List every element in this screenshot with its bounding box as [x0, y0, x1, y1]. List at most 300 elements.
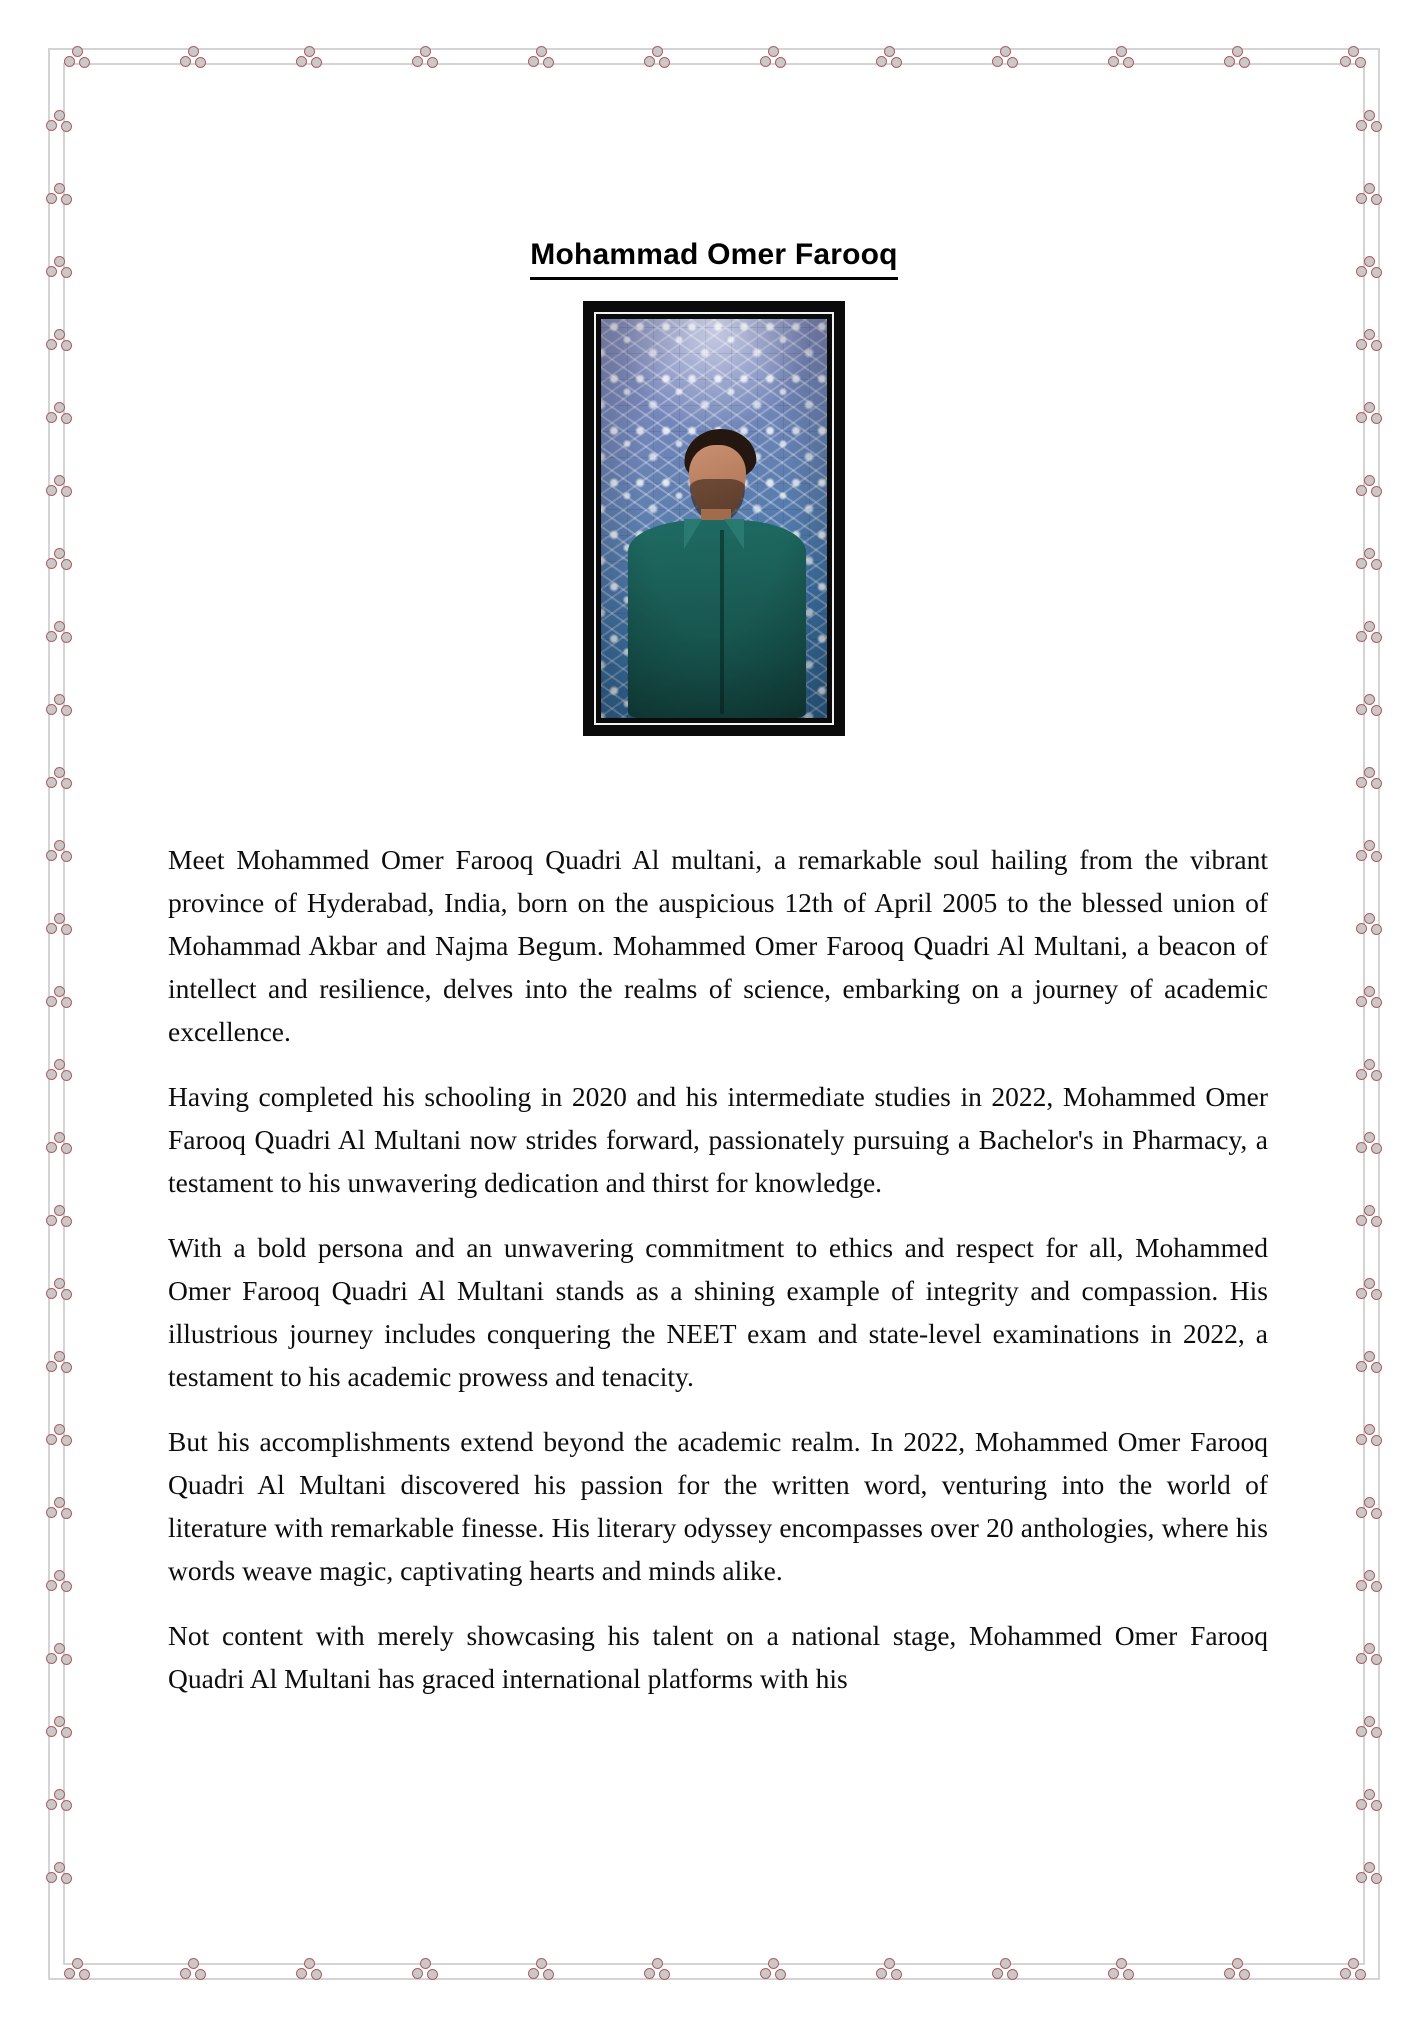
border-dot-cluster	[1224, 46, 1250, 70]
border-dot	[1340, 1968, 1351, 1979]
border-dot-cluster	[64, 1958, 90, 1982]
border-dot	[775, 57, 786, 68]
border-dot	[1371, 705, 1382, 716]
border-dot-cluster	[46, 840, 72, 864]
border-dot	[528, 1968, 539, 1979]
border-dot	[1364, 767, 1375, 778]
border-dot-cluster	[1356, 402, 1382, 426]
border-dot	[54, 1059, 65, 1070]
border-dot	[54, 1716, 65, 1727]
border-dot	[64, 56, 75, 67]
border-dot	[54, 1351, 65, 1362]
border-dot-cluster	[46, 548, 72, 572]
border-dot-cluster	[876, 1958, 902, 1982]
border-dot-cluster	[46, 110, 72, 134]
border-dot-cluster	[1340, 46, 1366, 70]
border-dot	[1371, 1143, 1382, 1154]
border-dot	[54, 110, 65, 121]
border-dot-cluster	[1356, 475, 1382, 499]
border-dot	[1364, 913, 1375, 924]
border-dot	[61, 1070, 72, 1081]
border-dot	[412, 56, 423, 67]
border-dot	[188, 1958, 199, 1969]
border-dot-cluster	[296, 1958, 322, 1982]
border-dot	[1364, 1716, 1375, 1727]
border-dot-cluster	[1356, 1570, 1382, 1594]
border-dot-cluster	[1356, 183, 1382, 207]
border-dot	[1371, 924, 1382, 935]
border-dot	[1355, 1969, 1366, 1980]
border-dot	[72, 46, 83, 57]
border-dot	[1364, 548, 1375, 559]
border-dot	[46, 1434, 57, 1445]
border-dot	[1364, 1205, 1375, 1216]
border-dot	[1364, 1643, 1375, 1654]
border-dot-cluster	[412, 46, 438, 70]
border-dot-cluster	[992, 1958, 1018, 1982]
border-dot	[427, 1969, 438, 1980]
border-dot	[1371, 1727, 1382, 1738]
border-dot	[1356, 1872, 1367, 1883]
border-dot	[54, 694, 65, 705]
border-dot-cluster	[46, 183, 72, 207]
border-dot	[54, 1132, 65, 1143]
border-dot	[528, 56, 539, 67]
border-dot-cluster	[528, 1958, 554, 1982]
border-dot-cluster	[46, 1132, 72, 1156]
border-dot	[188, 46, 199, 57]
border-dot-cluster	[296, 46, 322, 70]
border-dot-cluster	[1356, 1205, 1382, 1229]
border-dot	[536, 1958, 547, 1969]
border-dot	[61, 1508, 72, 1519]
border-dot-cluster	[1356, 1278, 1382, 1302]
border-dot	[1364, 329, 1375, 340]
border-dot	[876, 1968, 887, 1979]
border-dot	[46, 850, 57, 861]
border-dot	[54, 1643, 65, 1654]
border-dot	[1371, 559, 1382, 570]
border-dot	[46, 412, 57, 423]
border-dot-cluster	[46, 329, 72, 353]
border-dot-cluster	[1356, 1059, 1382, 1083]
border-dot	[1356, 193, 1367, 204]
border-dot	[46, 1069, 57, 1080]
border-dot-cluster	[528, 46, 554, 70]
border-dot	[1371, 340, 1382, 351]
border-dot	[1364, 110, 1375, 121]
border-dot	[1239, 57, 1250, 68]
border-dot	[1364, 1059, 1375, 1070]
border-dot	[61, 924, 72, 935]
border-dot	[420, 1958, 431, 1969]
border-dot-cluster	[1108, 1958, 1134, 1982]
border-dot	[1371, 997, 1382, 1008]
border-dot-cluster	[1356, 329, 1382, 353]
border-dot	[652, 46, 663, 57]
border-dot-cluster	[1356, 1716, 1382, 1740]
border-dot-cluster	[46, 1789, 72, 1813]
border-dot-cluster	[46, 402, 72, 426]
border-dot	[644, 1968, 655, 1979]
border-dot	[543, 1969, 554, 1980]
photo-vignette	[601, 319, 827, 718]
border-dot	[1000, 1958, 1011, 1969]
border-dot-cluster	[1356, 913, 1382, 937]
border-dot	[61, 340, 72, 351]
border-dot	[54, 1497, 65, 1508]
border-dot	[46, 777, 57, 788]
border-dot	[1364, 1351, 1375, 1362]
border-dot	[1356, 704, 1367, 715]
border-dot	[1364, 183, 1375, 194]
border-dot	[1356, 1507, 1367, 1518]
border-dot	[61, 997, 72, 1008]
border-dot	[1000, 46, 1011, 57]
border-dot-cluster	[46, 913, 72, 937]
border-dot	[1371, 1508, 1382, 1519]
border-dot	[1356, 339, 1367, 350]
border-dot-cluster	[46, 1205, 72, 1229]
border-dot	[652, 1958, 663, 1969]
border-dot	[1364, 1789, 1375, 1800]
border-dot-cluster	[46, 1497, 72, 1521]
border-dot	[296, 1968, 307, 1979]
border-dot	[61, 1654, 72, 1665]
border-dot	[1364, 1862, 1375, 1873]
border-dot-cluster	[1108, 46, 1134, 70]
border-dot	[54, 840, 65, 851]
border-dot-cluster	[46, 1424, 72, 1448]
border-dot	[644, 56, 655, 67]
border-dot	[311, 1969, 322, 1980]
border-dot	[54, 986, 65, 997]
border-dot	[195, 1969, 206, 1980]
border-dot	[768, 1958, 779, 1969]
border-dot	[61, 632, 72, 643]
border-dot	[760, 56, 771, 67]
border-dot	[61, 121, 72, 132]
border-dot	[1108, 1968, 1119, 1979]
border-dot	[46, 1507, 57, 1518]
border-dot	[61, 1800, 72, 1811]
border-dot	[1364, 621, 1375, 632]
border-dot	[1007, 57, 1018, 68]
border-dot	[420, 46, 431, 57]
page-title: Mohammad Omer Farooq	[530, 236, 897, 280]
border-dot	[61, 851, 72, 862]
border-dot	[54, 402, 65, 413]
border-dot	[46, 193, 57, 204]
border-dot	[296, 56, 307, 67]
border-dot	[1356, 558, 1367, 569]
border-dot	[1371, 121, 1382, 132]
border-dot-cluster	[1356, 110, 1382, 134]
border-dot	[891, 57, 902, 68]
border-dot	[536, 46, 547, 57]
border-dot	[659, 57, 670, 68]
border-dot	[1232, 46, 1243, 57]
border-dot	[1364, 1497, 1375, 1508]
border-dot	[775, 1969, 786, 1980]
border-dot-cluster	[46, 694, 72, 718]
border-dot	[659, 1969, 670, 1980]
border-dot	[876, 56, 887, 67]
border-dot-cluster	[180, 1958, 206, 1982]
border-dot	[543, 57, 554, 68]
border-dot	[1340, 56, 1351, 67]
border-dot	[1356, 996, 1367, 1007]
body-paragraph: Meet Mohammed Omer Farooq Quadri Al multani, a remarkable soul hailing from the vibrant province of Hyderabad, India, born on the auspicious 12th of April 2005 to the blessed union of Mohammad Akbar and Najma Begum. Mohammed Omer Farooq Quadri Al Multani, a beacon of intellect and resilience, delves into the realms of science, embarking on a journey of academic excellence.	[168, 844, 1268, 1047]
border-dot	[54, 621, 65, 632]
border-dot	[46, 923, 57, 934]
border-dot	[46, 1215, 57, 1226]
border-dot-cluster	[760, 1958, 786, 1982]
border-dot-cluster	[46, 1570, 72, 1594]
page-title-container	[0, 236, 1428, 280]
border-dot-cluster	[46, 1278, 72, 1302]
border-dot-cluster	[1356, 1132, 1382, 1156]
border-dot	[1356, 1799, 1367, 1810]
border-dot	[61, 1727, 72, 1738]
border-dot	[61, 486, 72, 497]
border-dot	[1356, 850, 1367, 861]
border-dot	[54, 1205, 65, 1216]
border-dot-cluster	[412, 1958, 438, 1982]
border-dot	[1356, 485, 1367, 496]
border-dot	[54, 913, 65, 924]
border-dot	[304, 46, 315, 57]
border-dot	[1371, 1873, 1382, 1884]
border-dot-cluster	[46, 1059, 72, 1083]
border-dot	[884, 1958, 895, 1969]
border-dot	[79, 57, 90, 68]
border-dot	[992, 56, 1003, 67]
border-dot	[1364, 402, 1375, 413]
border-dot	[61, 1435, 72, 1446]
border-dot	[1364, 475, 1375, 486]
border-dot	[46, 339, 57, 350]
border-dot-cluster	[1356, 1351, 1382, 1375]
border-dot	[61, 1143, 72, 1154]
border-dot	[311, 57, 322, 68]
border-dot	[46, 1142, 57, 1153]
border-dot	[61, 1873, 72, 1884]
border-dot	[1371, 1435, 1382, 1446]
body-paragraph: With a bold persona and an unwavering commitment to ethics and respect for all, Mohammed Omer Farooq Quadri Al Multani stands as a shining example of integrity and compassion. His illustrious journey includes conquering the NEET exam and state-level examinations in 2022, a testament to his academic prowess and tenacity.	[168, 1232, 1268, 1392]
border-dot-cluster	[1356, 1497, 1382, 1521]
border-dot-cluster	[1356, 767, 1382, 791]
border-dot	[1224, 1968, 1235, 1979]
border-dot	[180, 56, 191, 67]
border-dot	[54, 183, 65, 194]
border-dot-cluster	[46, 767, 72, 791]
border-dot	[54, 767, 65, 778]
border-dot-cluster	[46, 1351, 72, 1375]
border-dot	[1364, 1570, 1375, 1581]
border-dot	[1371, 1581, 1382, 1592]
border-dot-cluster	[1356, 694, 1382, 718]
border-dot	[1364, 840, 1375, 851]
border-dot	[46, 1288, 57, 1299]
border-dot	[1108, 56, 1119, 67]
border-dot	[46, 485, 57, 496]
border-dot	[1356, 1142, 1367, 1153]
border-dot	[1364, 1278, 1375, 1289]
border-dot-cluster	[1356, 548, 1382, 572]
border-dot-cluster	[644, 1958, 670, 1982]
border-dot	[1355, 57, 1366, 68]
border-dot	[46, 1726, 57, 1737]
border-dot	[79, 1969, 90, 1980]
border-dot-cluster	[46, 1643, 72, 1667]
border-dot	[1116, 1958, 1127, 1969]
border-dot	[1371, 778, 1382, 789]
border-dot	[54, 1570, 65, 1581]
border-dot-cluster	[992, 46, 1018, 70]
border-dot-cluster	[46, 475, 72, 499]
border-dot	[1364, 1424, 1375, 1435]
portrait-photo-inner-border	[594, 312, 834, 725]
body-paragraph: Having completed his schooling in 2020 and his intermediate studies in 2022, Mohammed Omer Farooq Quadri Al Multani now strides forward, passionately pursuing a Bachelor's in Pharmacy, a testament to his unwavering dedication and thirst for knowledge.	[168, 1081, 1268, 1198]
border-dot-cluster	[1356, 840, 1382, 864]
border-dot	[61, 705, 72, 716]
border-dot	[1348, 46, 1359, 57]
border-dot	[1356, 923, 1367, 934]
border-dot-cluster	[1356, 986, 1382, 1010]
border-dot	[46, 631, 57, 642]
border-dot	[1232, 1958, 1243, 1969]
border-dot	[1123, 1969, 1134, 1980]
border-dot-cluster	[760, 46, 786, 70]
border-dot	[61, 1581, 72, 1592]
body-text-column	[168, 838, 1268, 1700]
border-dot-cluster	[64, 46, 90, 70]
border-dot	[1224, 56, 1235, 67]
border-dot	[195, 57, 206, 68]
border-dot-cluster	[1340, 1958, 1366, 1982]
border-dot	[1364, 986, 1375, 997]
border-dot	[1356, 1434, 1367, 1445]
border-dot	[884, 46, 895, 57]
border-dot	[891, 1969, 902, 1980]
border-dot	[1371, 194, 1382, 205]
border-dot	[46, 558, 57, 569]
border-dot	[1116, 46, 1127, 57]
border-dot	[304, 1958, 315, 1969]
border-dot-cluster	[46, 1716, 72, 1740]
border-dot	[427, 57, 438, 68]
border-dot	[1371, 1800, 1382, 1811]
border-dot	[46, 120, 57, 131]
border-dot	[1371, 632, 1382, 643]
border-dot-cluster	[1356, 1643, 1382, 1667]
border-dot	[1356, 1069, 1367, 1080]
border-dot	[1007, 1969, 1018, 1980]
border-dot	[180, 1968, 191, 1979]
border-dot	[1364, 1132, 1375, 1143]
border-dot	[54, 1278, 65, 1289]
border-dot	[1356, 631, 1367, 642]
border-dot	[54, 1789, 65, 1800]
border-dot-cluster	[46, 1862, 72, 1886]
border-dot	[1371, 1070, 1382, 1081]
border-dot	[1356, 412, 1367, 423]
border-dot	[1371, 1216, 1382, 1227]
border-dot	[1356, 1361, 1367, 1372]
border-dot-cluster	[1224, 1958, 1250, 1982]
border-dot	[61, 559, 72, 570]
border-dot-cluster	[46, 621, 72, 645]
border-dot	[61, 778, 72, 789]
border-dot	[46, 1872, 57, 1883]
border-dot	[1239, 1969, 1250, 1980]
border-dot	[61, 194, 72, 205]
border-dot-cluster	[1356, 1789, 1382, 1813]
border-dot-cluster	[1356, 1424, 1382, 1448]
border-dot	[1371, 486, 1382, 497]
border-dot	[1356, 777, 1367, 788]
border-dot	[1356, 1580, 1367, 1591]
border-dot	[54, 475, 65, 486]
border-dot	[46, 704, 57, 715]
border-dot	[1356, 1726, 1367, 1737]
border-dot	[760, 1968, 771, 1979]
border-dot	[1356, 120, 1367, 131]
border-dot	[46, 1653, 57, 1664]
border-dot-cluster	[180, 46, 206, 70]
border-dot	[46, 1580, 57, 1591]
border-dot	[412, 1968, 423, 1979]
border-dot	[46, 996, 57, 1007]
portrait-photo	[601, 319, 827, 718]
border-dot-cluster	[876, 46, 902, 70]
border-dot	[1123, 57, 1134, 68]
border-dot-cluster	[644, 46, 670, 70]
border-dot-cluster	[46, 986, 72, 1010]
border-dot	[1356, 1215, 1367, 1226]
border-dot-cluster	[1356, 621, 1382, 645]
border-dot	[1371, 851, 1382, 862]
border-dot	[46, 1361, 57, 1372]
border-dot	[54, 1862, 65, 1873]
border-dot-cluster	[1356, 1862, 1382, 1886]
border-dot	[54, 329, 65, 340]
border-dot	[1356, 1653, 1367, 1664]
border-dot	[1364, 694, 1375, 705]
border-dot	[1348, 1958, 1359, 1969]
border-dot	[61, 413, 72, 424]
border-dot	[1371, 1654, 1382, 1665]
border-dot	[61, 1362, 72, 1373]
border-dot	[768, 46, 779, 57]
border-dot	[1356, 1288, 1367, 1299]
border-dot	[1371, 413, 1382, 424]
body-paragraph: But his accomplishments extend beyond the academic realm. In 2022, Mohammed Omer Farooq Quadri Al Multani discovered his passion for the written word, venturing into the world of literature with remarkable finesse. His literary odyssey encompasses over 20 anthologies, where his words weave magic, captivating hearts and minds alike.	[168, 1426, 1268, 1586]
border-dot	[46, 1799, 57, 1810]
border-dot	[54, 1424, 65, 1435]
border-dot	[72, 1958, 83, 1969]
border-dot	[1371, 1362, 1382, 1373]
border-dot	[64, 1968, 75, 1979]
portrait-photo-frame	[583, 301, 845, 736]
border-dot	[992, 1968, 1003, 1979]
border-dot	[54, 548, 65, 559]
border-dot	[61, 1216, 72, 1227]
border-dot	[61, 1289, 72, 1300]
border-dot	[1371, 1289, 1382, 1300]
body-paragraph: Not content with merely showcasing his talent on a national stage, Mohammed Omer Farooq Quadri Al Multani has graced international platforms with his	[168, 1620, 1268, 1694]
